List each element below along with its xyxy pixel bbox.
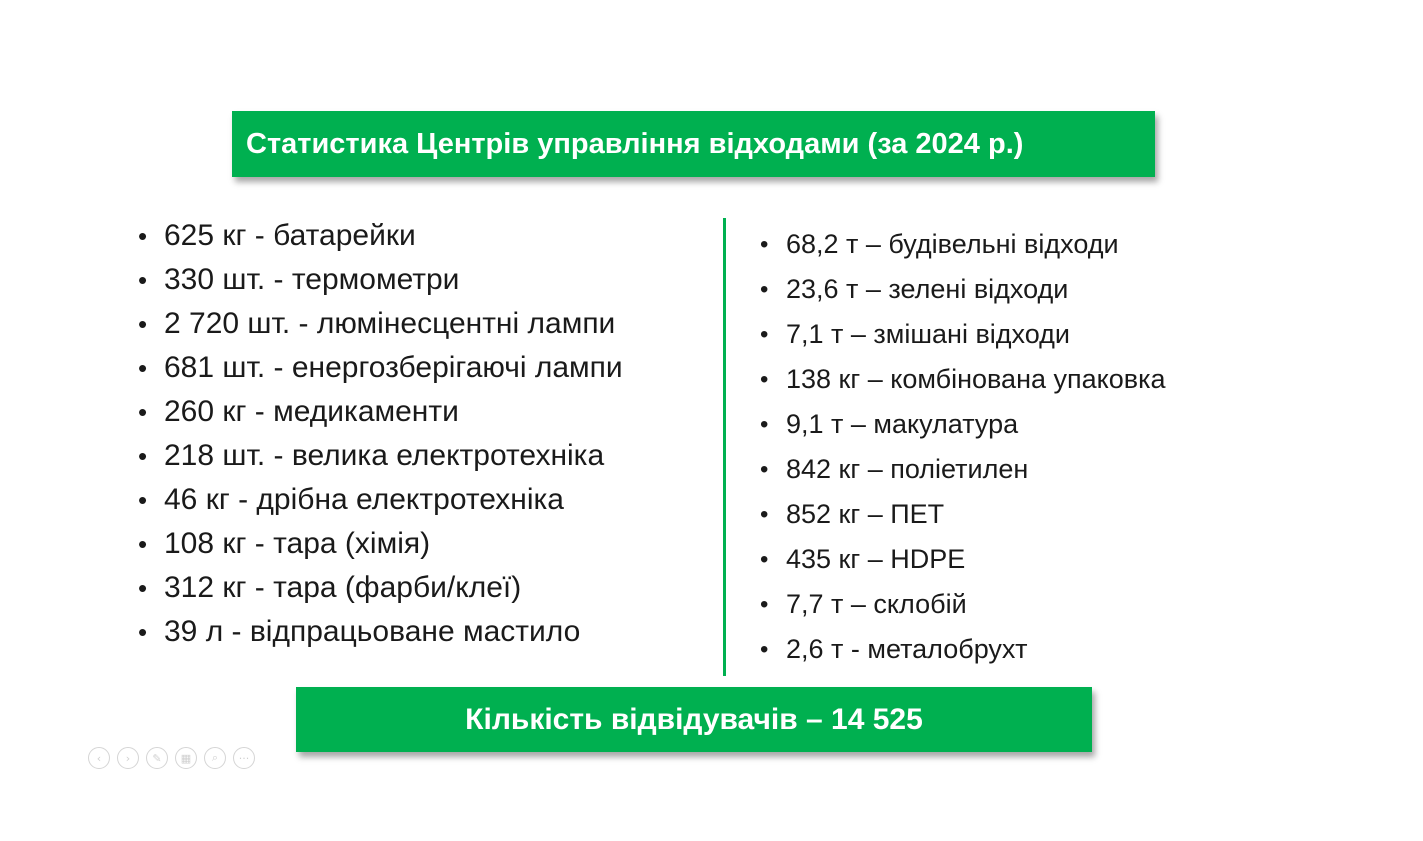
slide-title-banner xyxy=(232,111,1155,177)
stats-list-item: • 2,6 т - металобрухт xyxy=(760,627,1166,672)
stats-list-item: • 68,2 т – будівельні відходи xyxy=(760,222,1166,267)
stats-list-item: • 842 кг – поліетилен xyxy=(760,447,1166,492)
previous-icon[interactable]: ‹ xyxy=(88,747,110,769)
stats-list-item: • 108 кг - тара (хімія) xyxy=(138,522,623,566)
stats-list-item: • 46 кг - дрібна електротехніка xyxy=(138,478,623,522)
pen-icon[interactable]: ✎ xyxy=(146,747,168,769)
stats-list-item: • 9,1 т – макулатура xyxy=(760,402,1166,447)
stats-list-item: • 681 шт. - енергозберігаючі лампи xyxy=(138,346,623,390)
left-stats-list xyxy=(138,214,623,654)
stats-list-item: • 218 шт. - велика електротехніка xyxy=(138,434,623,478)
slide-title: Статистика Центрів управління відходами (за 2024 р.) xyxy=(246,127,1024,160)
zoom-icon[interactable]: ⌕ xyxy=(204,747,226,769)
stats-list-item: • 435 кг – HDPE xyxy=(760,537,1166,582)
visitors-count: Кількість відвідувачів – 14 525 xyxy=(465,702,923,736)
column-divider xyxy=(723,218,726,676)
stats-list-item: • 312 кг - тара (фарби/клеї) xyxy=(138,566,623,610)
stats-list-item: • 23,6 т – зелені відходи xyxy=(760,267,1166,312)
more-icon[interactable]: ··· xyxy=(233,747,255,769)
stats-list-item: • 330 шт. - термометри xyxy=(138,258,623,302)
stats-list-item: • 7,1 т – змішані відходи xyxy=(760,312,1166,357)
stats-list-item: • 2 720 шт. - люмінесцентні лампи xyxy=(138,302,623,346)
stats-list-item: • 260 кг - медикаменти xyxy=(138,390,623,434)
stats-list-item: • 852 кг – ПЕТ xyxy=(760,492,1166,537)
slides-icon[interactable]: ▦ xyxy=(175,747,197,769)
stats-list-item: • 39 л - відпрацьоване мастило xyxy=(138,610,623,654)
stats-list-item: • 7,7 т – склобій xyxy=(760,582,1166,627)
slideshow-controls xyxy=(88,747,255,771)
stats-list-item: • 625 кг - батарейки xyxy=(138,214,623,258)
next-icon[interactable]: › xyxy=(117,747,139,769)
stats-list-item: • 138 кг – комбінована упаковка xyxy=(760,357,1166,402)
right-stats-list xyxy=(760,222,1166,672)
visitors-banner xyxy=(296,687,1092,752)
